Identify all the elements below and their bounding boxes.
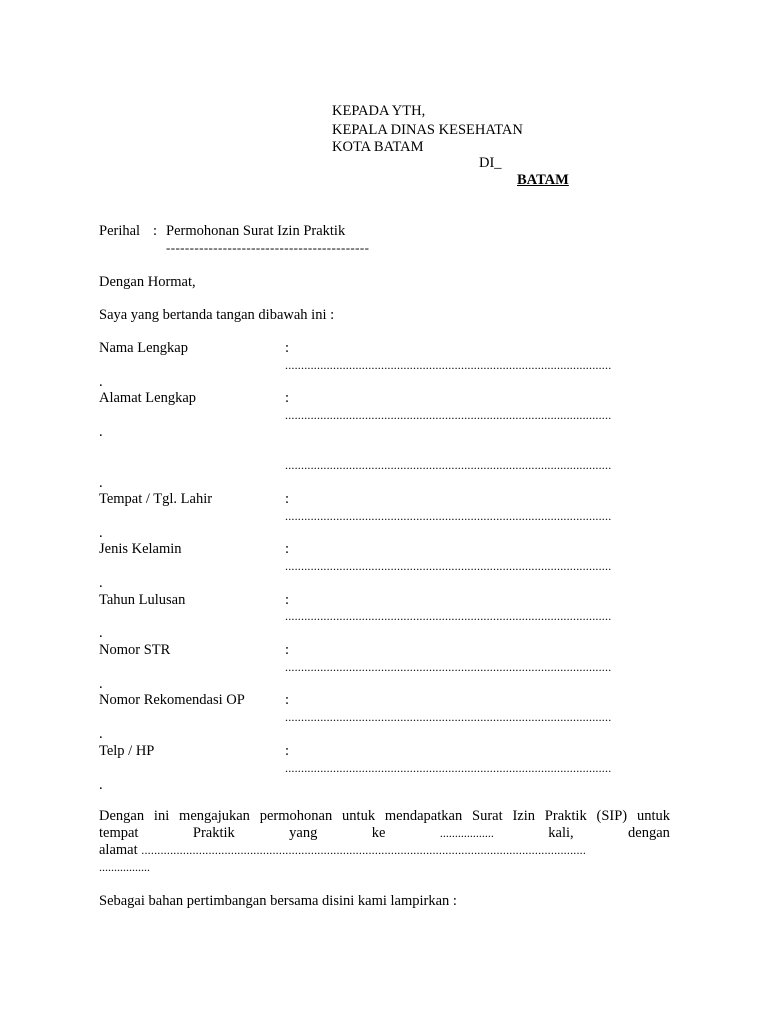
fill-line-alamat-1: ...................................................................................................... [285, 408, 612, 422]
field-colon: : [285, 743, 290, 759]
field-period: . [99, 676, 103, 692]
request-word: yang [289, 825, 318, 841]
field-colon: : [285, 692, 290, 708]
greeting: Dengan Hormat, [99, 274, 196, 290]
fill-line-jenis-kelamin: ...................................................................................................... [285, 559, 612, 573]
request-line-1 [99, 808, 670, 825]
request-word: Praktik [192, 825, 235, 841]
fill-line-nama: ...................................................................................................... [285, 358, 612, 372]
field-label-tahun-lulusan: Tahun Lulusan [99, 592, 186, 608]
request-word: tempat [99, 825, 139, 841]
field-colon: : [285, 390, 290, 406]
addressee-line-1: KEPADA YTH, [332, 103, 426, 119]
field-label-telp: Telp / HP [99, 743, 155, 759]
field-colon: : [285, 491, 290, 507]
field-period: . [99, 575, 103, 591]
field-label-alamat: Alamat Lengkap [99, 390, 197, 406]
intro-text: Saya yang bertanda tangan dibawah ini : [99, 307, 335, 323]
subject-label: Perihal [99, 223, 141, 239]
field-label-jenis-kelamin: Jenis Kelamin [99, 541, 182, 557]
fill-line-rekomendasi-op: ...................................................................................................... [285, 710, 612, 724]
field-period: . [99, 625, 103, 641]
field-colon: : [285, 642, 290, 658]
fill-line-tempat-lahir: ...................................................................................................... [285, 509, 612, 523]
field-period: . [99, 475, 103, 491]
field-colon: : [285, 592, 290, 608]
subject-text: Permohonan Surat Izin Praktik [166, 223, 346, 239]
fill-line-tahun-lulusan: ...................................................................................................... [285, 609, 612, 623]
field-label-rekomendasi-op: Nomor Rekomendasi OP [99, 692, 245, 708]
request-paragraph [99, 808, 670, 876]
field-label-nama: Nama Lengkap [99, 340, 188, 356]
request-address-label: alamat [99, 842, 138, 858]
request-line-3 [99, 842, 670, 859]
request-word: dengan [628, 825, 670, 841]
addressee-di: DI_ [479, 155, 502, 171]
addressee-line-2: KEPALA DINAS KESEHATAN [332, 122, 523, 138]
request-line-2 [99, 825, 670, 842]
field-label-nomor-str: Nomor STR [99, 642, 171, 658]
field-period: . [99, 374, 103, 390]
fill-line-telp: ...................................................................................................... [285, 761, 612, 775]
request-word: .................. [439, 826, 494, 840]
subject-rule: ------------------------------------------- [166, 240, 370, 255]
request-word: kali, [548, 825, 574, 841]
fill-line-alamat-2: ...................................................................................................... [285, 458, 612, 472]
field-period: . [99, 424, 103, 440]
attachments-intro: Sebagai bahan pertimbangan bersama disini kami lampirkan : [99, 893, 457, 909]
addressee-city: BATAM [517, 172, 569, 188]
request-address-dots-2: ................. [99, 860, 150, 874]
request-line-1-text: Dengan ini mengajukan permohonan untuk mendapatkan Surat Izin Praktik (SIP) untuk [99, 808, 670, 824]
addressee-line-3: KOTA BATAM [332, 139, 424, 155]
request-word: ke [371, 825, 386, 841]
field-colon: : [285, 541, 290, 557]
field-colon: : [285, 340, 290, 356]
field-period: . [99, 726, 103, 742]
subject-colon: : [153, 223, 158, 239]
field-period: . [99, 525, 103, 541]
request-line-4 [99, 859, 670, 876]
field-label-tempat-lahir: Tempat / Tgl. Lahir [99, 491, 213, 507]
fill-line-nomor-str: ...................................................................................................... [285, 660, 612, 674]
field-period: . [99, 777, 103, 793]
request-address-dots: ........................................................................................................................................... [141, 843, 587, 857]
